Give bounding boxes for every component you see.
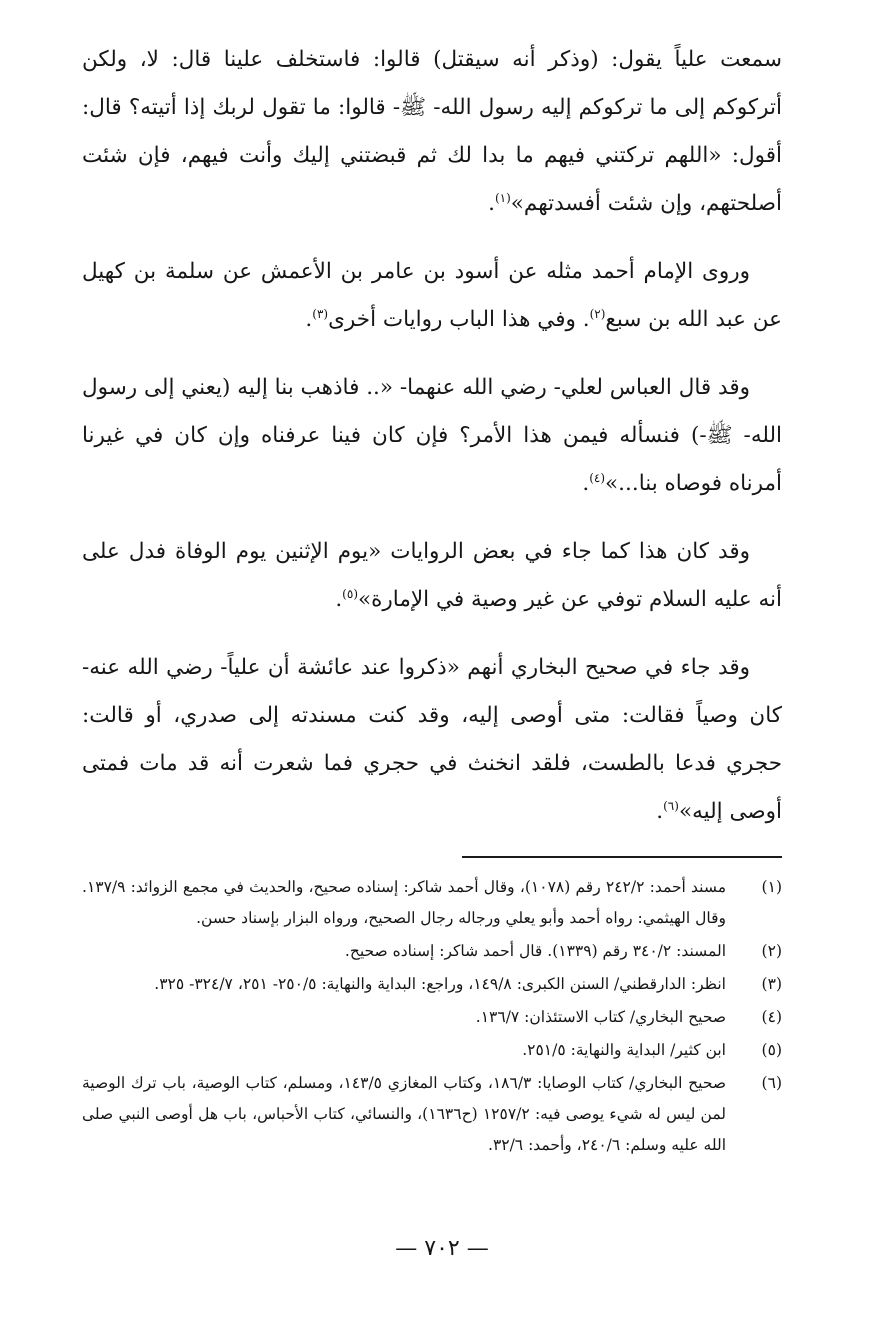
paragraph-3	[82, 364, 782, 508]
footnote-ref-5[interactable]: (٥)	[342, 586, 358, 601]
footnote-number: (٢)	[761, 942, 782, 960]
paragraph-2-text: وروى الإمام أحمد مثله عن أسود بن عامر بن الأعمش عن سلمة بن كهيل عن عبد الله بن سبع	[82, 259, 782, 332]
page-body	[82, 36, 782, 1163]
footnote-number: (٥)	[761, 1041, 782, 1059]
footnote-divider	[462, 856, 782, 858]
paragraph-5-text: وقد جاء في صحيح البخاري أنهم «ذكروا عند عائشة أن علياً- رضي الله عنه- كان وصياً فقالت: متى أوصى إليه، وقد كنت مسندته إلى صدري، أو قالت: حجري فدعا بالطست، فلقد انخنث في حجري فما شعرت أنه قد مات فمتى أوصى إليه»	[82, 655, 782, 824]
footnote-4	[82, 1002, 782, 1033]
paragraph-5	[82, 644, 782, 836]
paragraph-2-tail: .	[305, 307, 313, 332]
footnote-2	[82, 936, 782, 967]
paragraph-1-tail: .	[488, 191, 495, 216]
footnote-ref-4[interactable]: (٤)	[589, 470, 606, 485]
footnote-text: انظر: الدارقطني/ السنن الكبرى: ١٤٩/٨، وراجع: البداية والنهاية: ٢٥٠/٥- ٢٥١، ٣٢٤/٧- ٣٢٥.	[154, 975, 726, 993]
page-number: — ٧٠٢ —	[395, 1236, 489, 1261]
paragraph-4-tail: .	[335, 587, 343, 612]
footnote-ref-1[interactable]: (١)	[494, 190, 511, 205]
footnote-number: (٦)	[761, 1074, 782, 1092]
footnote-5	[82, 1035, 782, 1066]
paragraph-1	[82, 36, 782, 228]
footnote-text: مسند أحمد: ٢٤٢/٢ رقم (١٠٧٨)، وقال أحمد شاكر: إسناده صحيح، والحديث في مجمع الزوائد: ١٣٧/٩. وقال الهيثمي: رواه أحمد وأبو يعلي ورجاله رجال الصحيح، ورواه البزار بإسناد حسن.	[82, 878, 726, 927]
footnote-1	[82, 872, 782, 934]
paragraph-1-text: سمعت علياً يقول: (وذكر أنه سيقتل) قالوا: فاستخلف علينا قال: لا، ولكن أتركوكم إلى ما تركوكم إليه رسول الله- ﷺ- قالوا: ما تقول لربك إذا أتيته؟ قال: أقول: «اللهم تركتني فيهم ما بدا لك ثم قبضتني إليك وأنت فيهم، فإن شئت أصلحتهم، وإن شئت أفسدتهم»	[82, 47, 782, 216]
footnote-ref-6[interactable]: (٦)	[663, 798, 679, 813]
paragraph-5-tail: .	[656, 799, 664, 824]
footnote-number: (٣)	[761, 975, 782, 993]
footnote-number: (١)	[761, 878, 782, 896]
footnote-text: صحيح البخاري/ كتاب الاستئذان: ١٣٦/٧.	[475, 1008, 726, 1026]
footnotes-section	[82, 872, 782, 1161]
paragraph-2	[82, 248, 782, 344]
paragraph-3-text: وقد قال العباس لعلي- رضي الله عنهما- «.. فاذهب بنا إليه (يعني إلى رسول الله- ﷺ-) فنسأله فيمن هذا الأمر؟ فإن كان فينا عرفناه وإن كان في غيرنا أمرناه فوصاه بنا...»	[82, 375, 782, 496]
paragraph-4-text: وقد كان هذا كما جاء في بعض الروايات «يوم الإثنين يوم الوفاة فدل على أنه عليه السلام توفي عن غير وصية في الإمارة»	[82, 539, 782, 612]
paragraph-2-mid: . وفي هذا الباب روايات أخرى	[328, 307, 590, 332]
footnote-6	[82, 1068, 782, 1161]
footnote-text: ابن كثير/ البداية والنهاية: ٢٥١/٥.	[522, 1041, 726, 1059]
footnote-ref-3[interactable]: (٣)	[312, 306, 329, 321]
footnote-text: صحيح البخاري/ كتاب الوصايا: ١٨٦/٣، وكتاب المغازي ١٤٣/٥، ومسلم، كتاب الوصية، باب ترك الوصية لمن ليس له شيء يوصى فيه: ١٢٥٧/٢ (ح١٦٣٦)، والنسائي، كتاب الأحباس، باب هل أوصى النبي صلى الله عليه وسلم: ٢٤٠/٦، وأحمد: ٣٢/٦.	[82, 1074, 727, 1154]
footnote-ref-2[interactable]: (٢)	[589, 306, 606, 321]
paragraph-3-tail: .	[582, 471, 590, 496]
footnote-3	[82, 969, 782, 1000]
footnote-text: المسند: ٣٤٠/٢ رقم (١٣٣٩). قال أحمد شاكر: إسناده صحيح.	[344, 942, 726, 960]
footnote-number: (٤)	[761, 1008, 782, 1026]
paragraph-4	[82, 528, 782, 624]
